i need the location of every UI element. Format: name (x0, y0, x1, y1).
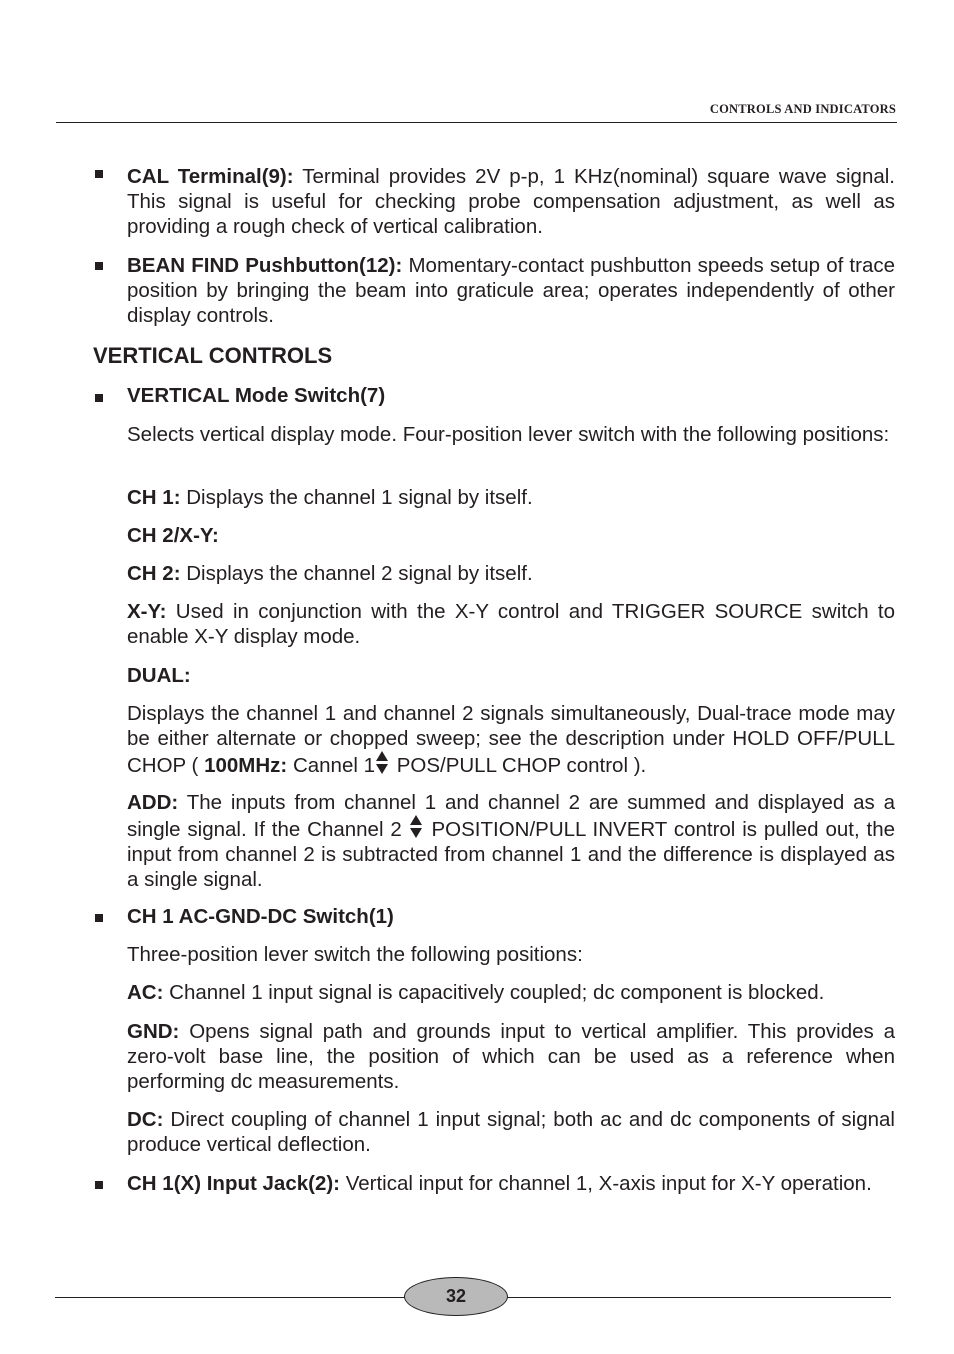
ch1-label: CH 1: (127, 486, 181, 509)
gnd-text: Opens signal path and grounds input to vertical amplifier. This provides a zero-volt base line, the position of which can be used as a reference when performing dc measurements. (127, 1020, 895, 1093)
dc-paragraph (127, 1107, 895, 1157)
ch2-xy-heading: CH 2/X-Y: (127, 524, 219, 547)
ch1-paragraph (127, 485, 895, 510)
input-jack-label: CH 1(X) Input Jack(2): (127, 1172, 340, 1195)
beam-find-paragraph (127, 253, 895, 328)
page-number-badge (404, 1277, 508, 1316)
beam-find-label: BEAN FIND Pushbutton(12): (127, 254, 403, 277)
add-label: ADD: (127, 791, 179, 814)
cal-terminal-paragraph (127, 164, 895, 239)
gnd-label: GND: (127, 1020, 180, 1043)
dual-bold-100mhz: 100MHz: (204, 754, 288, 777)
bullet-square-icon (95, 394, 103, 402)
add-text-b: POSITION/PULL INVERT control is pulled out, the input from channel 2 is subtracted from channel 1 and the difference is displayed as a single signal. (127, 818, 895, 891)
cal-terminal-label: CAL Terminal(9): (127, 165, 294, 188)
ch1-text: Displays the channel 1 signal by itself. (180, 486, 533, 509)
ch2-paragraph (127, 561, 895, 586)
ch2-text: Displays the channel 2 signal by itself. (180, 562, 533, 585)
ch2-label: CH 2: (127, 562, 181, 585)
bullet-square-icon (95, 914, 103, 922)
dual-text-b: Cannel 1 (287, 754, 376, 777)
header-title: CONTROLS AND INDICATORS (709, 102, 896, 116)
bullet-square-icon (95, 1181, 103, 1189)
add-paragraph (127, 790, 895, 892)
coupling-intro: Three-position lever switch the following positions: (127, 943, 583, 966)
ac-label: AC: (127, 981, 164, 1004)
cal-terminal-text: Terminal provides 2V p-p, 1 KHz(nominal) square wave signal. This signal is useful for checking probe compensation adjustment, as well as providing a rough check of vertical calibration. (127, 165, 895, 238)
page-number: 32 (445, 1286, 467, 1306)
dc-label: DC: (127, 1108, 164, 1131)
dual-paragraph (127, 701, 895, 778)
gnd-paragraph (127, 1019, 895, 1094)
xy-label: X-Y: (127, 600, 167, 623)
add-text-a: The inputs from channel 1 and channel 2 are summed and displayed as a single signal. If the Channel 2 (127, 791, 895, 841)
dual-text-c: POS/PULL CHOP control ). (391, 754, 647, 777)
input-jack-text: Vertical input for channel 1, X-axis input for X-Y operation. (340, 1172, 872, 1195)
vertical-mode-heading: VERTICAL Mode Switch(7) (127, 384, 386, 407)
up-down-arrow-icon (409, 815, 423, 839)
ac-paragraph (127, 980, 895, 1005)
beam-find-text: Momentary-contact pushbutton speeds setup of trace position by bringing the beam into graticule area; operates independently of other display controls. (127, 254, 896, 327)
bullet-square-icon (95, 262, 103, 270)
dual-text-a: Displays the channel 1 and channel 2 signals simultaneously, Dual-trace mode may be either alternate or chopped sweep; see the description under HOLD OFF/PULL CHOP ( (127, 702, 895, 777)
bullet-square-icon (95, 170, 103, 178)
header-rule (56, 122, 897, 123)
dc-text: Direct coupling of channel 1 input signal; both ac and dc components of signal produce vertical deflection. (127, 1108, 895, 1156)
section-title-vertical-controls: VERTICAL CONTROLS (93, 343, 333, 368)
input-jack-paragraph (127, 1171, 895, 1196)
up-down-arrow-icon (375, 751, 389, 775)
ac-text: Channel 1 input signal is capacitively coupled; dc component is blocked. (163, 981, 825, 1004)
dual-heading: DUAL: (127, 664, 191, 687)
xy-paragraph (127, 599, 895, 649)
vertical-mode-description: Selects vertical display mode. Four-position lever switch with the following positions: (127, 423, 890, 446)
xy-text: Used in conjunction with the X-Y control and TRIGGER SOURCE switch to enable X-Y display mode. (127, 600, 895, 648)
coupling-heading: CH 1 AC-GND-DC Switch(1) (127, 905, 394, 928)
